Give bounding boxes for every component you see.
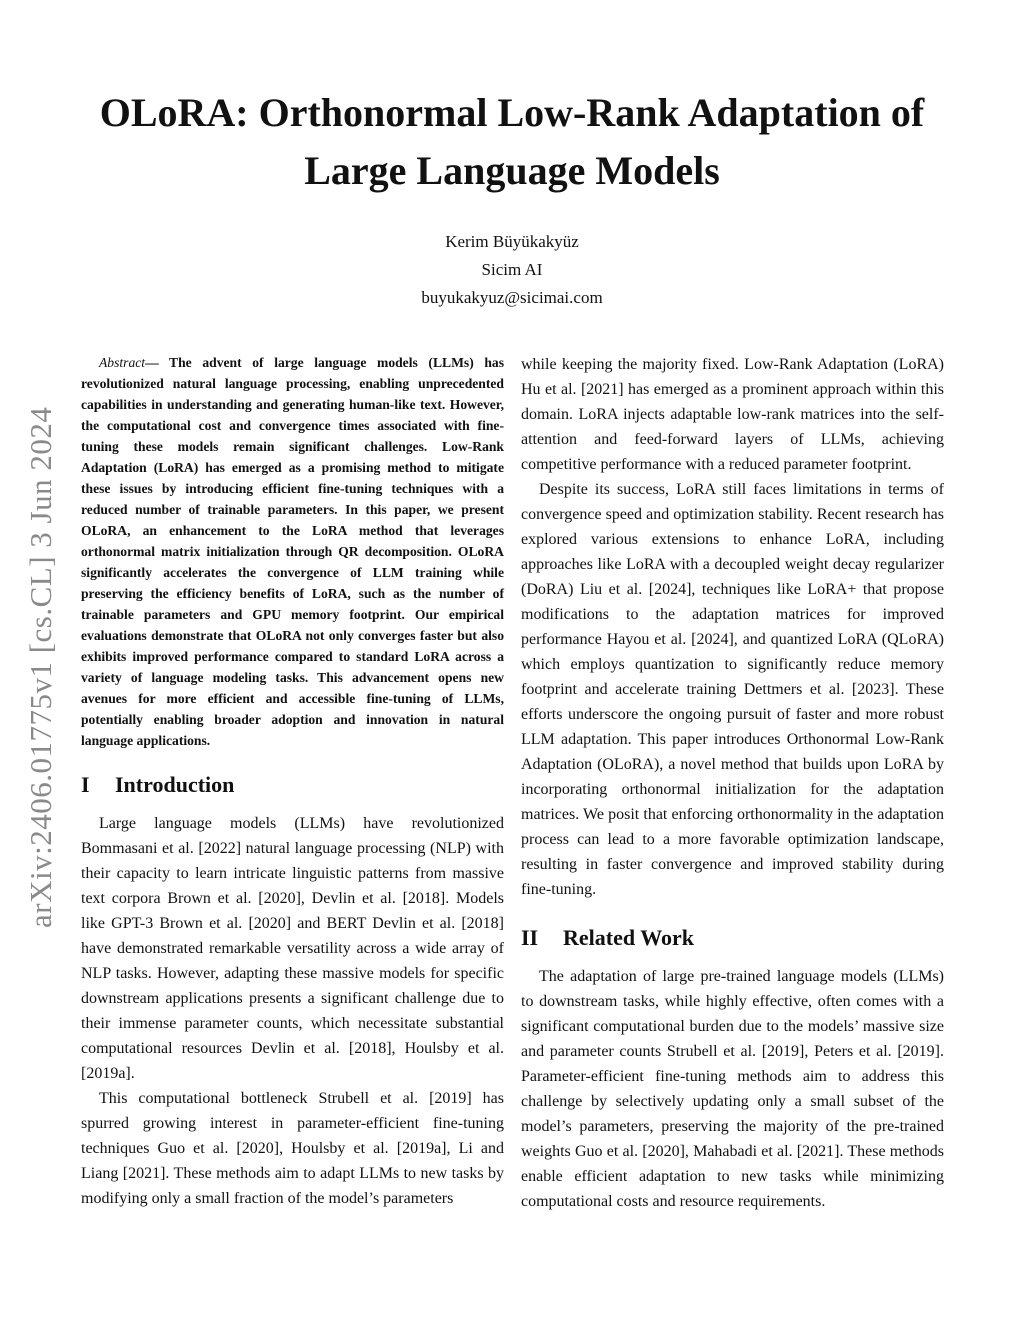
intro-paragraph-3: Despite its success, LoRA still faces limitations in terms of convergence speed and optimization stability. Recent research has explored various extensions to enhance LoRA, including approaches like LoRA with a decoupled weight decay regularizer (DoRA) Liu et al. [2024], techniques like LoRA+ that propose modifications to the adaptation matrices for improved performance Hayou et al. [2024], and quantized LoRA (QLoRA) which employs quantization to significantly reduce memory footprint and accelerate training Dettmers et al. [2023]. These efforts underscore the ongoing pursuit of faster and more robust LLM adaptation. This paper introduces Orthonormal Low-Rank Adaptation (OLoRA), a novel method that builds upon LoRA by incorporating orthonormal initialization for the adaptation matrices. We posit that enforcing orthonormality in the adaptation process can lead to a more favorable optimization landscape, resulting in faster convergence and improved stability during fine-tuning.: [521, 481, 944, 898]
right-column: [521, 352, 944, 1214]
section-title: Introduction: [115, 772, 235, 797]
section-number: II: [521, 925, 539, 950]
author-email: buyukakyuz@sicimai.com: [421, 288, 603, 307]
section-number: I: [81, 772, 90, 797]
intro-paragraph-2: This computational bottleneck Strubell et al. [2019] has spurred growing interest in parameter-efficient fine-tuning techniques Guo et al. [2020], Houlsby et al. [2019a], Li and Liang [2021]. These methods aim to adapt LLMs to new tasks by modifying only a small fraction of the model’s parameters: [81, 1090, 504, 1207]
title-line-1: OLoRA: Orthonormal Low-Rank Adaptation of: [99, 90, 925, 135]
author-name: Kerim Büyükakyüz: [445, 232, 579, 251]
section-heading-related-work: [521, 922, 944, 954]
arxiv-identifier: arXiv:2406.01775v1 [cs.CL] 3 Jun 2024: [23, 406, 58, 928]
abstract: [81, 352, 504, 751]
intro-paragraph-1: Large language models (LLMs) have revolutionized Bommasani et al. [2022] natural language processing (NLP) with their capacity to learn intricate linguistic patterns from massive text corpora Brown et al. [2020], Devlin et al. [2018]. Models like GPT-3 Brown et al. [2020] and BERT Devlin et al. [2018] have demonstrated remarkable versatility across a wide array of NLP tasks. However, adapting these massive models for specific downstream applications presents a significant challenge due to their immense parameter counts, which necessitate substantial computational resources Devlin et al. [2018], Houlsby et al. [2019a].: [81, 815, 504, 1082]
author-affiliation: Sicim AI: [481, 260, 543, 279]
section-title: Related Work: [563, 925, 694, 950]
abstract-label: Abstract: [99, 355, 146, 370]
abstract-dash: —: [145, 355, 159, 370]
paper-title: [60, 84, 964, 200]
author-block: [0, 228, 1024, 312]
intro-paragraph-2-continued: while keeping the majority fixed. Low-Rank Adaptation (LoRA) Hu et al. [2021] has emerged as a prominent approach within this domain. LoRA injects adaptable low-rank matrices into the self-attention and feed-forward layers of LLMs, achieving competitive performance with a reduced parameter footprint.: [521, 356, 944, 473]
left-column: [81, 352, 504, 1211]
related-paragraph-1: The adaptation of large pre-trained language models (LLMs) to downstream tasks, while highly effective, often comes with a significant computational burden due to the models’ massive size and parameter counts Strubell et al. [2019], Peters et al. [2019]. Parameter-efficient fine-tuning methods aim to address this challenge by selectively updating only a small subset of the model’s parameters, preserving the majority of the pre-trained weights Guo et al. [2020], Mahabadi et al. [2021]. These methods enable efficient adaptation to new tasks while minimizing computational costs and resource requirements.: [521, 968, 944, 1210]
title-line-2: Large Language Models: [304, 148, 720, 193]
section-heading-introduction: [81, 769, 504, 801]
abstract-text: The advent of large language models (LLMs) has revolutionized natural language processing, enabling unprecedented capabilities in understanding and generating human-like text. However, the computational cost and convergence times associated with fine-tuning these models remain significant challenges. Low-Rank Adaptation (LoRA) has emerged as a promising method to mitigate these issues by introducing efficient fine-tuning techniques with a reduced number of trainable parameters. In this paper, we present OLoRA, an enhancement to the LoRA method that leverages orthonormal matrix initialization through QR decomposition. OLoRA significantly accelerates the convergence of LLM training while preserving the efficiency benefits of LoRA, such as the number of trainable parameters and GPU memory footprint. Our empirical evaluations demonstrate that OLoRA not only converges faster but also exhibits improved performance compared to standard LoRA across a variety of language modeling tasks. This advancement opens new avenues for more efficient and accessible fine-tuning of LLMs, potentially enabling broader adoption and innovation in natural language applications.: [81, 355, 504, 748]
